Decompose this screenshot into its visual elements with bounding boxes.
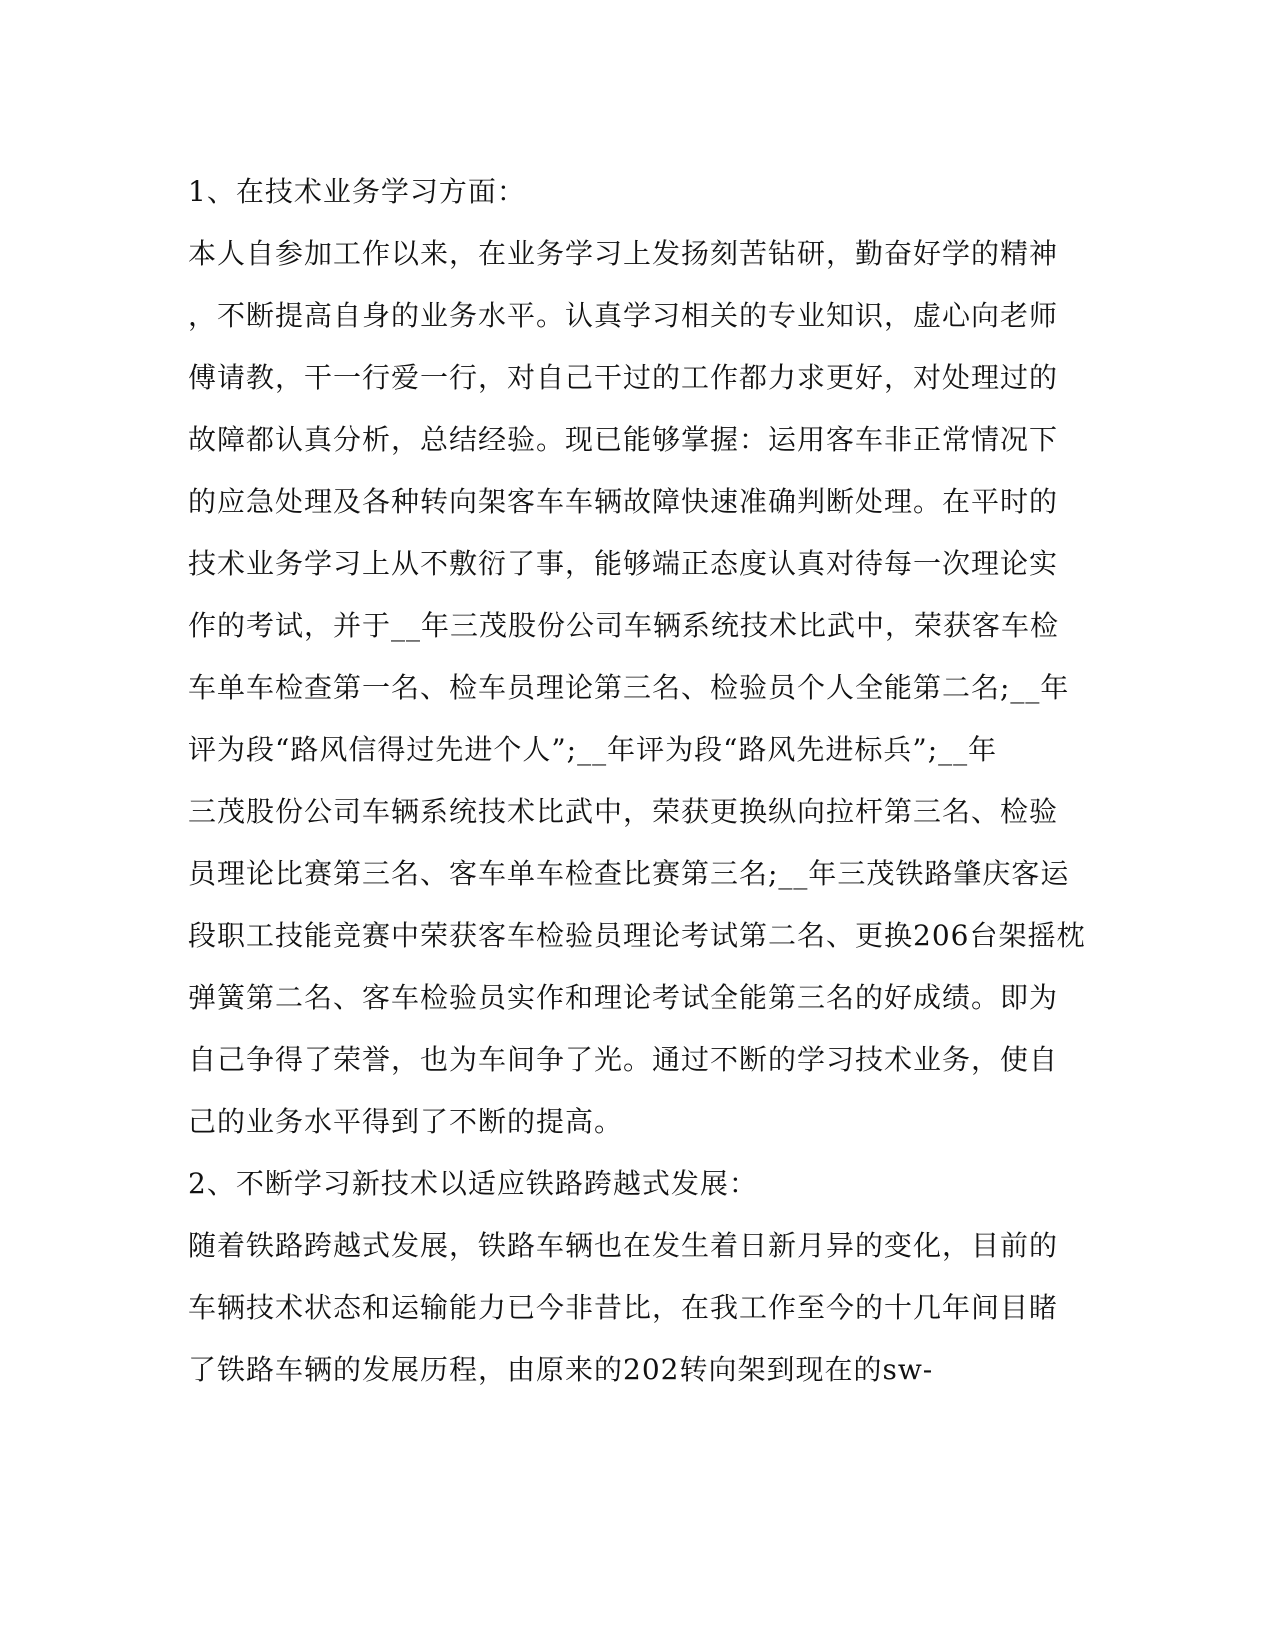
paragraph-line: 评为段“路风信得过先进个人”;__年评为段“路风先进标兵”;__年 bbox=[188, 733, 998, 766]
section-heading-1: 1、在技术业务学习方面： bbox=[188, 175, 526, 208]
paragraph-line: 员理论比赛第三名、客车单车检查比赛第三名;__年三茂铁路肇庆客运 bbox=[188, 857, 1070, 890]
paragraph-line: 作的考试，并于__年三茂股份公司车辆系统技术比武中，荣获客车检 bbox=[188, 609, 1060, 642]
section-heading-2: 2、不断学习新技术以适应铁路跨越式发展： bbox=[188, 1167, 758, 1200]
paragraph-line: 的应急处理及各种转向架客车车辆故障快速准确判断处理。在平时的 bbox=[188, 485, 1059, 518]
paragraph-line: 弹簧第二名、客车检验员实作和理论考试全能第三名的好成绩。即为 bbox=[188, 981, 1059, 1014]
paragraph-line: 自己争得了荣誉，也为车间争了光。通过不断的学习技术业务，使自 bbox=[188, 1043, 1059, 1076]
paragraph-line: ，不断提高自身的业务水平。认真学习相关的专业知识，虚心向老师 bbox=[188, 299, 1059, 332]
paragraph-line: 技术业务学习上从不敷衍了事，能够端正态度认真对待每一次理论实 bbox=[188, 547, 1059, 580]
paragraph-line: 三茂股份公司车辆系统技术比武中，荣获更换纵向拉杆第三名、检验 bbox=[188, 795, 1059, 828]
paragraph-line: 段职工技能竞赛中荣获客车检验员理论考试第二名、更换206台架摇枕 bbox=[188, 919, 1086, 952]
paragraph-line: 本人自参加工作以来，在业务学习上发扬刻苦钻研，勤奋好学的精神 bbox=[188, 237, 1059, 270]
paragraph-line: 故障都认真分析，总结经验。现已能够掌握：运用客车非正常情况下 bbox=[188, 423, 1059, 456]
paragraph-line: 随着铁路跨越式发展，铁路车辆也在发生着日新月异的变化，目前的 bbox=[188, 1229, 1059, 1262]
paragraph-line: 傅请教，干一行爱一行，对自己干过的工作都力求更好，对处理过的 bbox=[188, 361, 1059, 394]
paragraph-line: 己的业务水平得到了不断的提高。 bbox=[188, 1105, 624, 1138]
paragraph-line: 车单车检查第一名、检车员理论第三名、检验员个人全能第二名;__年 bbox=[188, 671, 1070, 704]
paragraph-line: 了铁路车辆的发展历程，由原来的202转向架到现在的sw- bbox=[188, 1353, 934, 1386]
paragraph-line: 车辆技术状态和运输能力已今非昔比，在我工作至今的十几年间目睹 bbox=[188, 1291, 1059, 1324]
